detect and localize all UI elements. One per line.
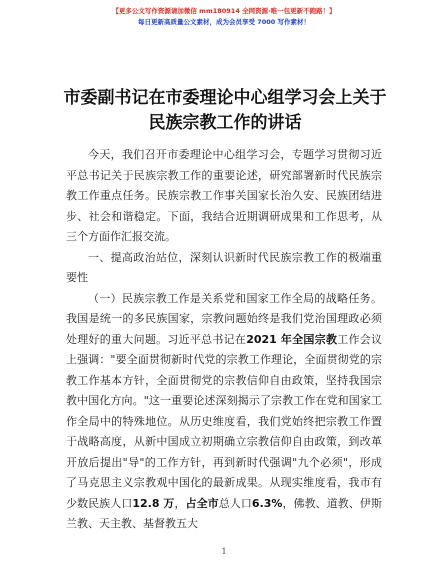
highlight-share-label: 占全市	[185, 496, 219, 510]
paragraph-text-segment: 工作会议上强调："要全面贯彻新时代党的宗教工作理论，全面贯彻党的宗教工作基本方针，全面贯彻党的宗教信仰自由政策，坚持我国宗教中国化方向。"这一重要论述深刻揭示了宗教工作在党和国家工作全局中的特殊地位。从历史维度看，我们党始终把宗教工作置于战略高度，从新中国成立初期确立宗教信仰自由政策，到改革开放后提出"导"的工作方针，再到新时代强调"九个必须"，形成了马克思主义宗教观中国化的最新成果。从现实维度看，我市有少数民族人口	[66, 332, 383, 510]
highlight-population-figure: 12.8 万	[132, 496, 175, 510]
paragraph-text-segment: ，佛教、道教、伊斯兰教、天主教、基督教五大	[66, 496, 382, 530]
highlight-year-conference: 2021 年全国宗教	[246, 332, 338, 346]
highlight-percentage: 6.3%	[251, 496, 283, 510]
document-body	[66, 145, 382, 535]
promo-banner-line-1: 【更多公文写作资源请加微信 mm180914 全网资源·唯一包更新不跑路！】	[112, 7, 336, 15]
paragraph-text-segment: （一）民族宗教工作是关系党和国家工作全局的战略任务。我国是统一的多民族国家，宗教问题始终是我们党治国理政必须处理好的重大问题。习近平总书记在	[66, 291, 382, 346]
promo-banner-line-2: 每日更新高质量公文素材，成为会员享受 7000 写作素材！	[137, 18, 311, 26]
page-number: 1	[221, 547, 227, 556]
subsection-paragraph-1	[66, 289, 382, 535]
paragraph-text-segment: ，	[174, 496, 186, 510]
promo-banner	[0, 6, 448, 28]
section-heading-1: 一、提高政治站位，深刻认识新时代民族宗教工作的极端重要性	[66, 250, 382, 284]
intro-paragraph: 今天，我们召开市委理论中心组学习会，专题学习贯彻习近平总书记关于民族宗教工作的重要论述，研究部署新时代民族宗教工作重点任务。民族宗教工作事关国家长治久安、民族团结进步、社会和谐稳定。下面，我结合近期调研成果和工作思考，从三个方面作汇报交流。	[66, 148, 382, 243]
paragraph-text-segment: 总人口	[218, 496, 252, 510]
document-title: 市委副书记在市委理论中心组学习会上关于民族宗教工作的讲话	[63, 88, 387, 133]
